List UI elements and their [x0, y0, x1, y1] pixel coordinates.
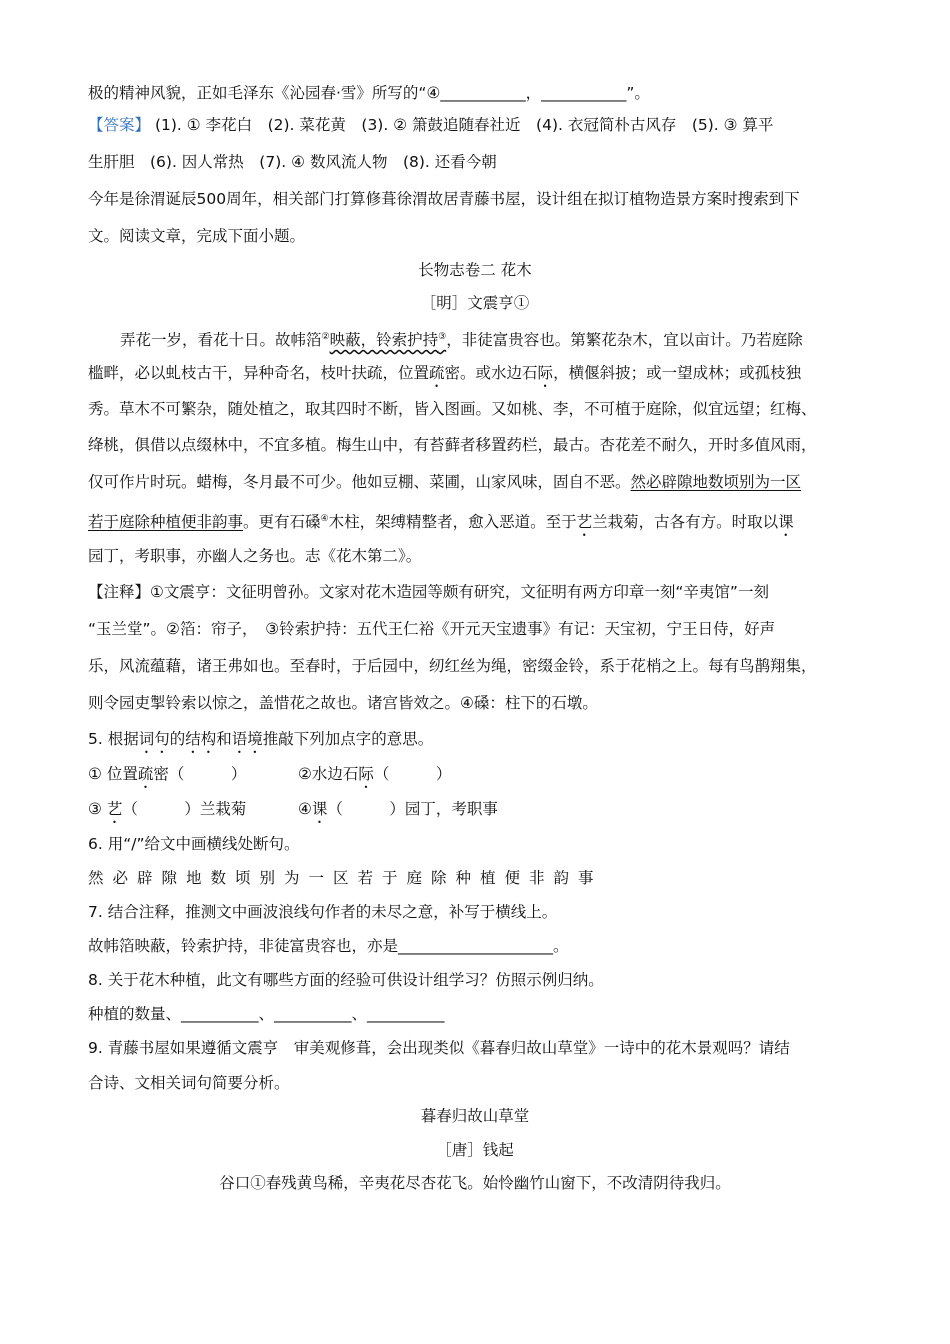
- answer-blank[interactable]: （ ）兰栽菊: [122, 800, 247, 818]
- body-line: [88, 508, 794, 540]
- question-7: 7. 结合注释，推测文中画波浪线句作者的未尽之意，补写于横线上。: [88, 903, 558, 921]
- dotted-char: 课: [778, 513, 794, 532]
- text-line: 极的精神风貌，正如毛泽东《沁园春·雪》所写的“④___________，___________”。: [88, 84, 650, 102]
- body-text: 映蔽，铃索护持: [329, 331, 439, 350]
- intro-line: 文。阅读文章，完成下面小题。: [88, 227, 306, 245]
- body-line: 秀。草木不可繁杂，随处植之，取其四时不断，皆入图画。又如桃、李，不可植于庭除，似宜远望；红梅、: [88, 400, 817, 418]
- answer-blank[interactable]: （ ）: [373, 765, 452, 783]
- item-text: ① 位置: [88, 765, 138, 783]
- notes-line: 乐，风流蕴藉，诸王弗如也。至春时，于后园中，纫红丝为绳，密缀金铃，系于花梢之上。每有鸟鹊翔集，: [88, 657, 817, 675]
- underlined-sentence: 然必辟隙地数顷别为一区: [630, 473, 802, 491]
- body-line: [120, 326, 803, 351]
- body-line: 园丁，考职事，亦幽人之务也。志《花木第二》。: [88, 547, 422, 565]
- notes-line: “玉兰堂”。②箔：帘子， ③铃索护持：五代王仁裕《开元天宝遗事》有记：天宝初，宁王日侍，好声: [88, 620, 776, 638]
- notes-line: 则令园吏掣铃索以惊之，盖惜花之故也。诸宫皆效之。④磉：柱下的石墩。: [88, 694, 598, 712]
- body-text: 。更有石磉: [243, 513, 321, 532]
- poem-line: 谷口①春残黄鸟稀，辛夷花尽杏花飞。始怜幽竹山窗下，不改清阴待我归。: [219, 1174, 731, 1192]
- question-text: 推敲下列加点字的意思。: [262, 730, 434, 748]
- dotted-char: 际: [358, 765, 374, 783]
- question-8: 8. 关于花木种植，此文有哪些方面的经验可供设计组学习？仿照示例归纳。: [88, 971, 604, 989]
- dotted-char: 艺: [576, 513, 593, 532]
- body-text: 槛畔，必以虬枝古干，异种奇名，枝叶扶疏，位置: [88, 364, 430, 382]
- body-line: [88, 362, 801, 391]
- answer-blank[interactable]: （ ）园丁，考职事: [327, 800, 498, 818]
- underlined-sentence: 若于庭除种植便非韵事: [88, 513, 244, 532]
- question-5-row1-b: [298, 763, 451, 792]
- body-text: 兰栽菊，古各有方。时取以: [592, 513, 779, 532]
- question-5: [88, 728, 433, 757]
- body-text: 仅可作片时玩。蜡梅，冬月最不可少。他如豆棚、菜圃，山家风味，固自不恶。: [88, 473, 631, 491]
- note-marker: ②: [321, 332, 330, 342]
- dotted-text: 语境: [231, 730, 263, 748]
- answer-text: (1). ① 李花白 (2). 菜花黄 (3). ② 箫鼓追随春社近 (4). 衣冠简朴古风存 (5). ③ 算平: [154, 116, 774, 134]
- body-line: [88, 471, 801, 493]
- question-9-cont: 合诗、文相关词句简要分析。: [88, 1074, 290, 1092]
- wavy-sentence: [330, 331, 447, 349]
- dotted-char: 疏: [137, 765, 154, 783]
- answer-tag: 【答案】: [88, 116, 151, 134]
- item-text: ③: [88, 800, 107, 818]
- question-9: 9. 青藤书屋如果遵循文震亨 审美观修葺，会出现类似《暮春归故山草堂》一诗中的花木景观吗？请结: [88, 1039, 790, 1057]
- body-text: ，非徒富贵容也。第繁花杂木，宜以亩计。乃若庭除: [446, 331, 803, 350]
- body-text: 密。或水边石: [444, 364, 538, 382]
- article-title: 长物志卷二 花木: [418, 261, 532, 279]
- answer-line: [88, 114, 773, 136]
- question-8-answer-line[interactable]: 种植的数量、__________、__________、__________: [88, 1005, 445, 1023]
- question-5-row2-b: [298, 798, 498, 827]
- poem-title: 暮春归故山草堂: [420, 1107, 530, 1125]
- question-5-row2: [88, 798, 246, 827]
- dotted-char: 疏: [429, 364, 445, 382]
- question-6-text: 然必辟隙地数顷别为一区若于庭除种植便非韵事: [88, 869, 603, 887]
- question-6: 6. 用“/”给文中画横线处断句。: [88, 835, 300, 853]
- dotted-char: 艺: [106, 800, 123, 818]
- intro-line: 今年是徐渭诞辰500周年，相关部门打算修葺徐渭故居青藤书屋，设计组在拟订植物造景方案时搜索到下: [88, 190, 800, 208]
- article-author: ［明］文震亨①: [420, 294, 530, 312]
- body-line: 绛桃，俱借以点缀林中，不宜多植。梅生山中，有苔藓者移置药栏，最古。杏花差不耐久，开时多值风雨，: [88, 436, 817, 454]
- question-7-answer-line[interactable]: 故帏箔映蔽，铃索护持，非徒富贵容也，亦是____________________。: [88, 937, 569, 955]
- dotted-text: 词句: [138, 730, 170, 748]
- dotted-char: 课: [311, 800, 328, 818]
- body-text: ，横偃斜披；或一望成林；或孤枝独: [553, 364, 802, 382]
- body-text: 木柱，架缚精整者，愈入恶道。至于: [328, 513, 577, 532]
- body-text: 弄花一岁，看花十日。故帏箔: [120, 331, 322, 350]
- dotted-text: 结构: [185, 730, 217, 748]
- item-text: ④: [298, 800, 312, 818]
- question-text: 5. 根据: [88, 730, 139, 748]
- question-text: 和: [216, 730, 232, 748]
- item-text: ②水边石: [298, 765, 359, 783]
- answer-blank[interactable]: 密（ ）: [153, 765, 247, 783]
- note-marker: ④: [320, 514, 329, 524]
- note-marker: ③: [438, 332, 447, 342]
- question-text: 的: [169, 730, 186, 748]
- notes-line: 【注释】①文震亨：文征明曾孙。文家对花木造园等颇有研究，文征明有两方印章一刻“辛夷馆”一刻: [88, 583, 769, 601]
- question-5-row1: [88, 763, 246, 792]
- answer-text-cont: 生肝胆 (6). 因人常热 (7). ④ 数风流人物 (8). 还看今朝: [88, 153, 497, 171]
- dotted-char: 际: [537, 364, 554, 382]
- poem-author: ［唐］钱起: [436, 1141, 514, 1159]
